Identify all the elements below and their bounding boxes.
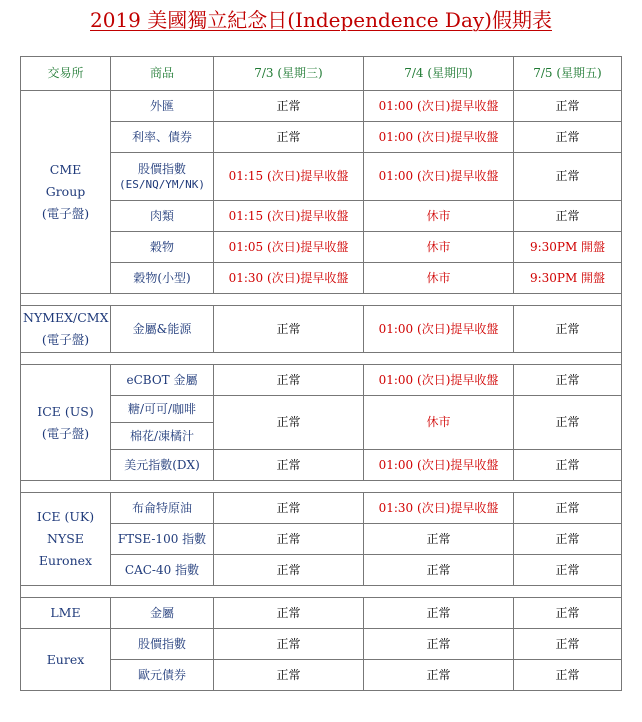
product-cell: 美元指數(DX) [111,450,214,481]
table-row [21,201,622,232]
product-cell: 利率、債券 [111,122,214,153]
date-2-cell: 休市 [364,263,514,294]
date-1-cell: 正常 [214,493,364,524]
product-cell: 肉類 [111,201,214,232]
date-2-cell: 正常 [364,660,514,691]
product-cell: 布侖特原油 [111,493,214,524]
date-2-cell: 正常 [364,555,514,586]
date-1-cell: 正常 [214,524,364,555]
exchange-ice-us: ICE (US) (電子盤) [21,365,111,481]
date-1-cell: 01:15 (次日)提早收盤 [214,153,364,201]
product-cell: 金屬 [111,598,214,629]
spacer-row [21,294,622,306]
date-2-cell: 正常 [364,598,514,629]
date-3-cell: 正常 [514,201,622,232]
product-cell: 穀物(小型) [111,263,214,294]
table-row [21,306,622,353]
date-3-cell: 正常 [514,122,622,153]
date-1-cell: 正常 [214,598,364,629]
table-row [21,153,622,201]
header-date-3: 7/5 (星期五) [514,57,622,91]
date-2-cell: 01:00 (次日)提早收盤 [364,306,514,353]
date-2-cell: 01:00 (次日)提早收盤 [364,91,514,122]
table-row [21,232,622,263]
date-3-cell: 正常 [514,598,622,629]
date-2-cell: 01:00 (次日)提早收盤 [364,365,514,396]
date-1-cell: 正常 [214,122,364,153]
date-1-cell: 01:15 (次日)提早收盤 [214,201,364,232]
date-2-cell: 01:00 (次日)提早收盤 [364,122,514,153]
date-3-cell: 正常 [514,306,622,353]
date-1-cell: 正常 [214,396,364,450]
product-cell: 股價指數 (ES/NQ/YM/NK) [111,153,214,201]
date-2-cell: 休市 [364,396,514,450]
date-3-cell: 正常 [514,153,622,201]
page-title: 2019 美國獨立紀念日(Independence Day)假期表 [90,8,552,32]
table-row [21,450,622,481]
date-1-cell: 正常 [214,450,364,481]
date-3-cell: 9:30PM 開盤 [514,232,622,263]
table-row [21,91,622,122]
date-2-cell: 正常 [364,524,514,555]
date-2-cell: 休市 [364,201,514,232]
date-1-cell: 正常 [214,629,364,660]
exchange-nymex: NYMEX/CMX (電子盤) [21,306,111,353]
spacer-row [21,586,622,598]
date-3-cell: 9:30PM 開盤 [514,263,622,294]
table-row [21,493,622,524]
date-1-cell: 正常 [214,555,364,586]
date-2-cell: 休市 [364,232,514,263]
date-1-cell: 正常 [214,91,364,122]
date-3-cell: 正常 [514,365,622,396]
product-cell: FTSE-100 指數 [111,524,214,555]
table-row [21,524,622,555]
product-cell: 歐元債券 [111,660,214,691]
date-3-cell: 正常 [514,555,622,586]
spacer-row [21,353,622,365]
table-row [21,660,622,691]
date-1-cell: 正常 [214,365,364,396]
date-3-cell: 正常 [514,450,622,481]
table-row [21,396,622,423]
product-cell: CAC-40 指數 [111,555,214,586]
table-row [21,263,622,294]
date-1-cell: 正常 [214,306,364,353]
header-product: 商品 [111,57,214,91]
exchange-eurex: Eurex [21,629,111,691]
date-1-cell: 01:05 (次日)提早收盤 [214,232,364,263]
exchange-cme: CME Group (電子盤) [21,91,111,294]
header-date-1: 7/3 (星期三) [214,57,364,91]
product-cell: 糖/可可/咖啡 [111,396,214,423]
table-row [21,365,622,396]
date-1-cell: 正常 [214,660,364,691]
header-exchange: 交易所 [21,57,111,91]
date-2-cell: 正常 [364,629,514,660]
table-row [21,598,622,629]
header-row [21,57,622,91]
header-date-2: 7/4 (星期四) [364,57,514,91]
product-cell: 穀物 [111,232,214,263]
product-cell: 股價指數 [111,629,214,660]
date-2-cell: 01:00 (次日)提早收盤 [364,153,514,201]
date-2-cell: 01:00 (次日)提早收盤 [364,450,514,481]
product-cell: 棉花/凍橘汁 [111,423,214,450]
table-row [21,629,622,660]
date-3-cell: 正常 [514,91,622,122]
table-row [21,122,622,153]
holiday-schedule-table [20,56,622,691]
exchange-lme: LME [21,598,111,629]
date-3-cell: 正常 [514,396,622,450]
date-3-cell: 正常 [514,660,622,691]
spacer-row [21,481,622,493]
product-cell: eCBOT 金屬 [111,365,214,396]
exchange-ice-uk: ICE (UK) NYSE Euronex [21,493,111,586]
product-cell: 金屬&能源 [111,306,214,353]
date-3-cell: 正常 [514,629,622,660]
date-3-cell: 正常 [514,493,622,524]
date-1-cell: 01:30 (次日)提早收盤 [214,263,364,294]
table-row [21,555,622,586]
date-2-cell: 01:30 (次日)提早收盤 [364,493,514,524]
date-3-cell: 正常 [514,524,622,555]
product-cell: 外匯 [111,91,214,122]
